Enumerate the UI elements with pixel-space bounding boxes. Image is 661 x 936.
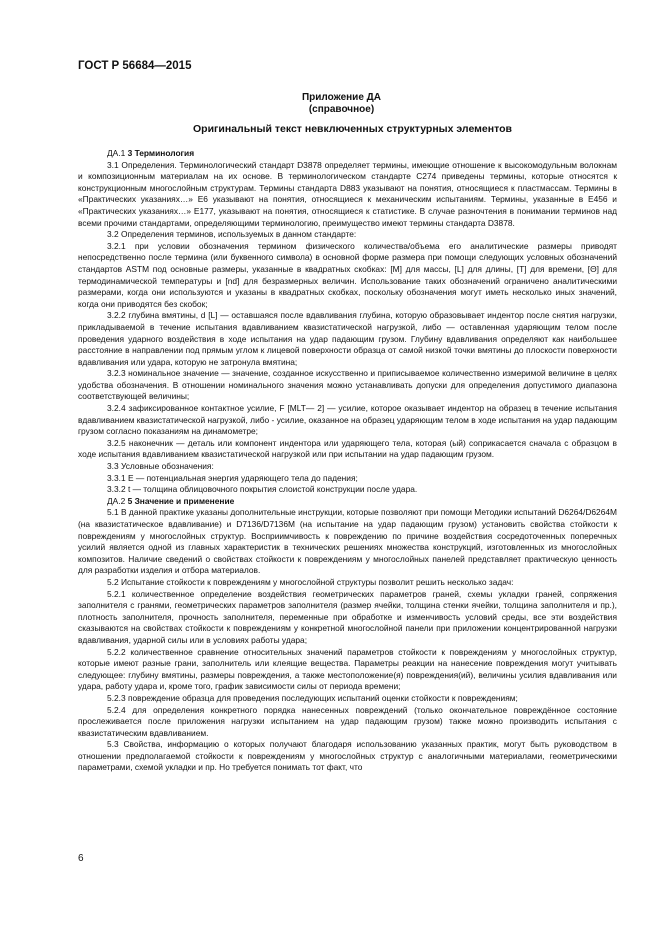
paragraph-prefix: ДА.1 — [107, 148, 128, 158]
appendix-title: Приложение ДА — [301, 92, 382, 103]
paragraph: 3.2.4 зафиксированное контактное усилие, F [MLT— 2] — усилие, которое оказывает индентор на образец в течение испытания вдавливанием квазистатической нагрузкой, либо - усилие, оказанное на образец ударяющим телом в ходе испытания на удар падающим грузом согласно показаниям на динамометре; — [78, 403, 617, 437]
paragraph: 3.2.3 номинальное значение — значение, созданное искусственно и приписываемое количественно измеримой величине в целях удобства обозначения. В отношении номинального значения можно устанавливать допуски для определения допустимого диапазона соответствующей величины; — [78, 368, 617, 402]
paragraph: 3.2 Определения терминов, используемых в данном стандарте: — [107, 229, 357, 240]
paragraph: 3.2.5 наконечник — деталь или компонент индентора или ударяющего тела, которая (ый) соприкасается сначала с образцом в ходе испытания вдавливанием квазистатической нагрузкой или при испытании на удар падающим грузом. — [78, 437, 617, 460]
document-code: ГОСТ Р 56684—2015 — [78, 60, 192, 72]
subsection-heading: 5 Значение и применение — [127, 495, 235, 506]
paragraph: 5.2.3 повреждение образца для проведения последующих испытаний оценки стойкости к повреждениям; — [107, 692, 518, 703]
paragraph: 3.2.2 глубина вмятины, d [L] — оставшаяся после вдавливания глубина, которую образовывает индентор после снятия нагрузки, прикладываемой в течение испытания вдавливанием квазистатической нагрузкой, либо — оставленная ударяющим телом после проведения ударного воздействия в ходе испытания на удар падающим грузом. Глубину вдавливания определяют как наибольшее расстояние в направлении под прямым углом к лицевой поверхности образца от самой низкой точки вмятины до плоскости поверхности вдавливания или удара, которую не затронула вмятина; — [78, 310, 617, 367]
paragraph-prefix: ДА.2 — [107, 495, 128, 506]
paragraph: 3.1 Определения. Терминологический стандарт D3878 определяет термины, имеющие отношение к высокомодульным волокнам и композиционным материалам на их основе. В терминологическом стандарте C274 приведены термины, которые относятся к конструкционным многослойным структурам. Термины стандарта D883 указывают на понятия, относящиеся к пластмассам. Термины в «Практических указаниях…» E6 указывают на понятия, относящиеся к механическим испытаниям. Термины, указанные в E456 и «Практических указаниях…» E177, указывают на понятия, относящиеся к статистике. В случае разночтения в понимании терминов над всеми прочими стандартами, определяющими терминологию, преимущество имеют термины стандарта D3878. — [78, 159, 617, 228]
paragraph: 5.2.1 количественное определение воздействия геометрических параметров граней, схемы укладки граней, сопряжения заполнителя с гранями, геометрических параметров заполнителя (размер ячейки, толщина стенки ячейки, толщина заполнителя и пр.), плотность заполнителя, прочность заполнителя, переменные при обработке и изменчивость условий среды, все эти воздействия сказываются на свойствах стойкости к повреждениям у конкретной многослойной панели при приложении концентрированной нагрузки вдавливания, ударной силы или в условиях работы удара; — [78, 588, 617, 645]
document-body — [78, 148, 617, 774]
paragraph: 3.2.1 при условии обозначения термином физического количества/объема его аналитические размеры приводят непосредственно после термина (или буквенного символа) в основной форме размера при помощи следующих условных обозначений стандартов ASTM под основные размеры, указанные в квадратных скобках: [M] для массы, [L] для длины, [T] для времени, [Θ] для термодинамической температуры и [nd] для безразмерных величин. Использование таких обозначений ограничено аналитическими размерами, когда они используются и указаны в квадратных скобках, поскольку обозначения могут иметь несколько иных значений, когда они приводятся без скобок; — [78, 240, 617, 309]
paragraph: 3.3.2 t — толщина облицовочного покрытия слоистой конструкции после удара. — [107, 484, 418, 495]
paragraph: 3.3.1 E — потенциальная энергия ударяющего тела до падения; — [107, 472, 358, 483]
paragraph — [78, 148, 617, 160]
page-number: 6 — [78, 853, 84, 864]
paragraph: 5.2.2 количественное сравнение относительных значений параметров стойкости к повреждениям у многослойных структур, которые имеют разные грани, заполнитель или клеящие вещества. Параметры реакции на нанесение повреждения могут учитывать следующее: глубину вмятины, размеры повреждения, а также местоположение(я) повреждения(ий), величины усилия вдавливания или удара, работу удара и, кроме того, график зависимости силы от периода времени; — [78, 646, 617, 692]
paragraph: 3.3 Условные обозначения: — [107, 461, 214, 472]
paragraph: 5.3 Свойства, информацию о которых получают благодаря использованию указанных практик, могут быть руководством в отношении предполагаемой стойкости к повреждениям у многослойных структур с аналогичными материалами, геометрическими параметрами, схемой укладки и пр. Но требуется понимать тот факт, что — [78, 739, 617, 773]
section-title: Оригинальный текст невключенных структурных элементов — [193, 123, 512, 135]
appendix-subtitle: (справочное) — [308, 104, 375, 115]
paragraph: 5.1 В данной практике указаны дополнительные инструкции, которые позволяют при помощи Методики испытаний D6264/D6264M (на квазистатическое вдавливание) и D7136/D7136M (на испытание на удар падающим грузом) установить свойства стойкости к повреждениям у многослойных структур. Восприимчивость к повреждению по причине воздействия сосредоточенных поперечных усилий является одной из главных характеристик в технических решениях множества конструкций, изготовленных из многослойных композитов. Наличие сведений о свойствах стойкости к повреждениям у многослойных панелей представляет практическую ценность для разработки изделия и отбора материалов. — [78, 507, 617, 576]
paragraph: 5.2 Испытание стойкости к повреждениям у многослойной структуры позволит решить несколько задач: — [107, 576, 514, 587]
appendix-heading — [0, 92, 661, 116]
subsection-heading: 3 Терминология — [127, 148, 195, 158]
paragraph — [78, 496, 617, 508]
paragraph: 5.2.4 для определения конкретного порядка нанесенных повреждений (только окончательное повреждённое состояние прослеживается после приложения нагрузки испытанием на удар падающим грузом) также можно производить испытания с квазистатическим вдавливанием. — [78, 704, 617, 738]
